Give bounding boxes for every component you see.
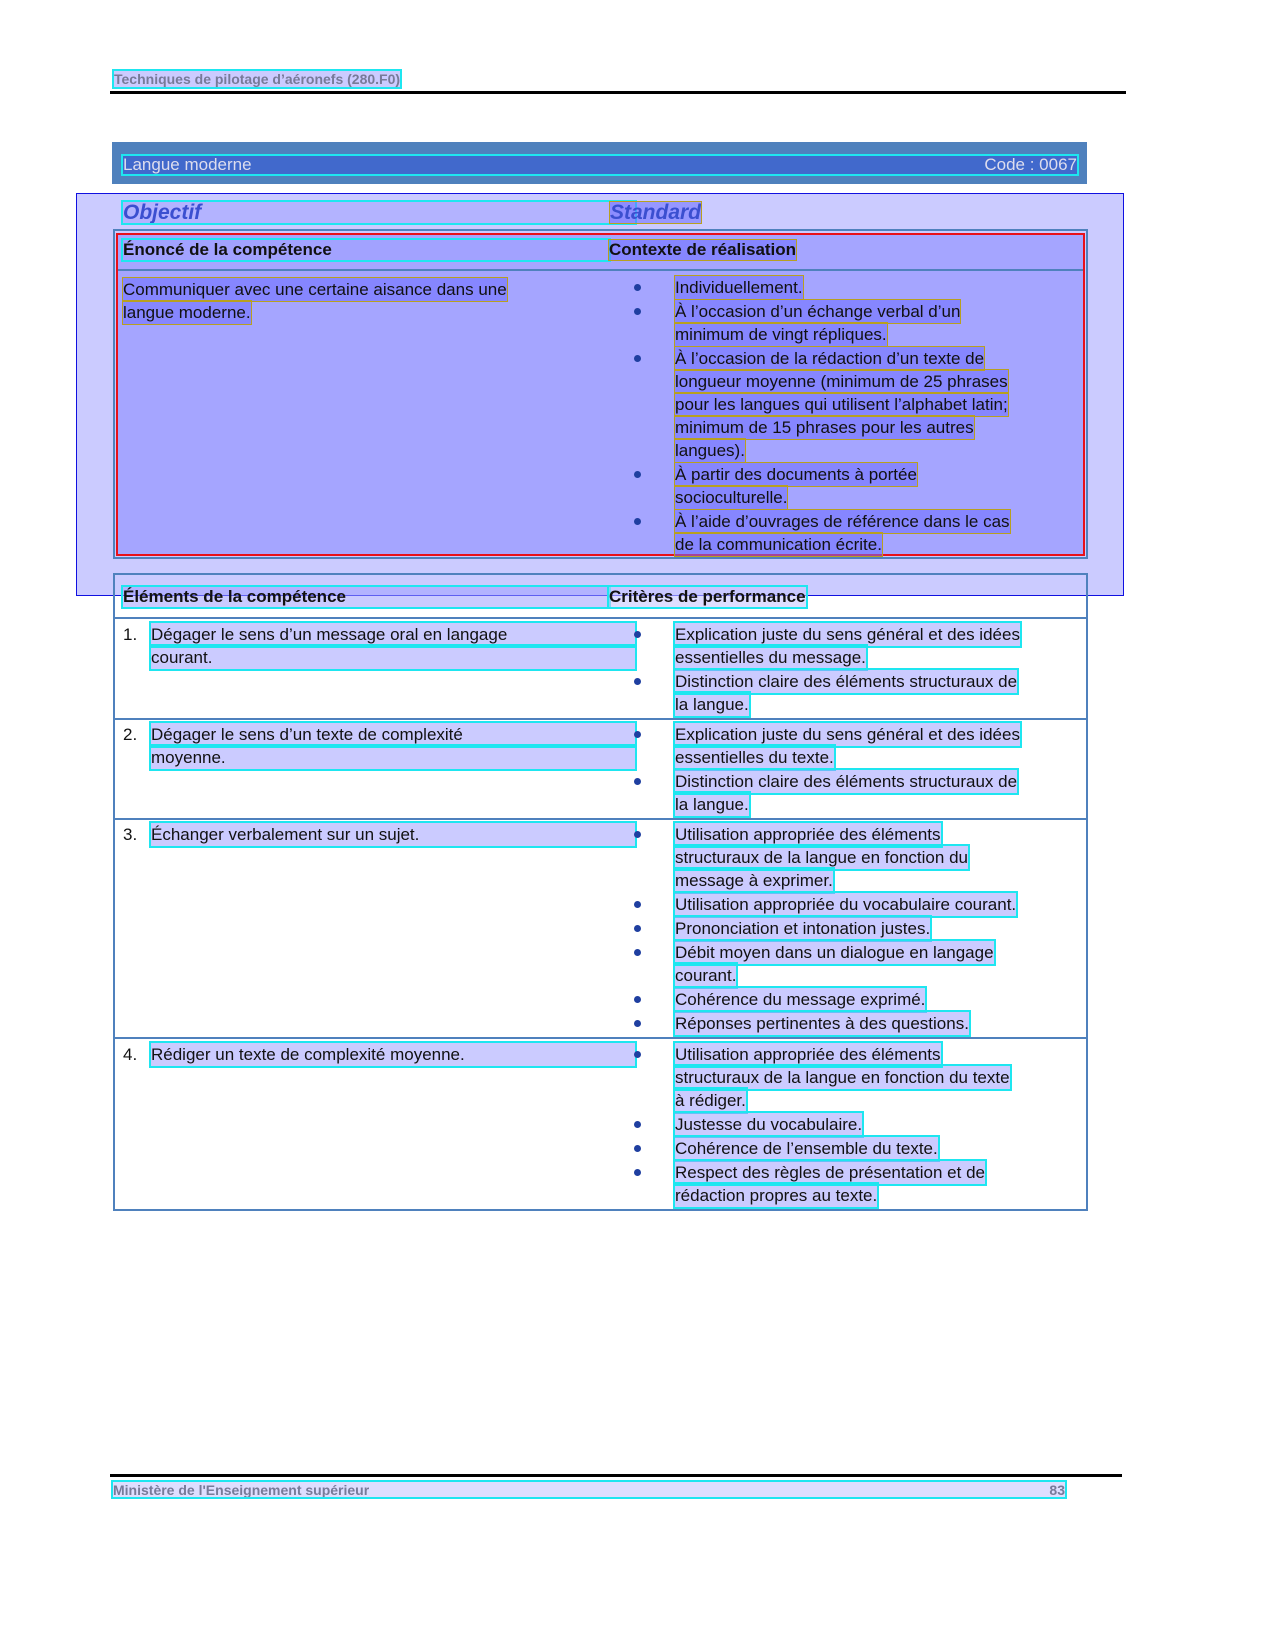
performance-criteria [634,723,1079,817]
elements-header: Éléments de la compétence [123,587,609,607]
footer-ministry: Ministère de l'Enseignement supérieur [113,1482,370,1498]
statement-line: Communiquer avec une certaine aisance dans une [123,280,507,299]
criteria-header: Critères de performance [609,587,806,606]
item-text-line: pour les langues qui utilisent l’alphabet latin; [675,395,1008,414]
competence-element [123,723,635,769]
bullet-icon [634,1020,641,1027]
list-item [634,1043,1079,1112]
bullet-icon [634,996,641,1003]
list-item [634,276,1074,299]
performance-criteria [634,1043,1079,1208]
item-text-line: la langue. [675,795,749,814]
bullet-icon [634,831,641,838]
bullet-icon [634,949,641,956]
statement-header: Énoncé de la compétence [123,240,609,260]
item-text-line: Explication juste du sens général et des idées [675,725,1020,744]
list-item [634,347,1074,462]
list-item [634,988,1079,1011]
item-text-line: Distinction claire des éléments structuraux de [675,772,1018,791]
footer-rule [110,1474,1122,1477]
item-text-line: À l’occasion d’un échange verbal d’un [675,302,961,321]
item-text-line: structuraux de la langue en fonction du [675,848,968,867]
element-number: 4. [123,1045,138,1064]
bullet-icon [634,1169,641,1176]
bullet-icon [634,678,641,685]
bullet-icon [634,901,641,908]
bullet-icon [634,1121,641,1128]
item-text-line: à rédiger. [675,1091,746,1110]
element-line: moyenne. [151,746,635,769]
performance-criteria [634,623,1079,717]
item-text-line: Explication juste du sens général et des idées [675,625,1020,644]
list-item [634,1137,1079,1160]
bullet-icon [634,284,641,291]
element-line: Rédiger un texte de complexité moyenne. [151,1043,635,1066]
list-item [634,1012,1079,1035]
item-text-line: Réponses pertinentes à des questions. [675,1014,969,1033]
item-text-line: la langue. [675,695,749,714]
list-item [634,510,1074,556]
bullet-icon [634,1051,641,1058]
item-text-line: À l’aide d’ouvrages de référence dans le cas [675,512,1010,531]
bullet-icon [634,631,641,638]
item-text-line: À l’occasion de la rédaction d’un texte de [675,349,985,368]
competence-statement [123,278,507,324]
bullet-icon [634,355,641,362]
list-item [634,1113,1079,1136]
bullet-icon [634,1145,641,1152]
competence-element [123,623,635,669]
list-item [634,723,1079,769]
item-text-line: À partir des documents à portée [675,465,917,484]
item-text-line: minimum de vingt répliques. [675,325,887,344]
standard-heading: Standard [610,201,702,224]
item-text-line: rédaction propres au texte. [675,1186,878,1205]
item-text-line: minimum de 15 phrases pour les autres [675,418,974,437]
statement-line: langue moderne. [123,303,251,322]
item-text-line: socioculturelle. [675,488,788,507]
list-item [634,670,1079,716]
list-item [634,463,1074,509]
bullet-icon [634,308,641,315]
bullet-icon [634,731,641,738]
competence-element [123,823,635,846]
item-text-line: longueur moyenne (minimum de 25 phrases [675,372,1008,391]
item-text-line: Respect des règles de présentation et de [675,1163,985,1182]
list-item [634,770,1079,816]
element-number: 1. [123,625,138,644]
course-title-bar [112,142,1087,184]
list-item [634,300,1074,346]
list-item [634,623,1079,669]
list-item [634,893,1079,916]
context-list [634,276,1074,557]
performance-criteria [634,823,1079,1036]
element-line: courant. [151,646,635,669]
bullet-icon [634,925,641,932]
element-number: 2. [123,725,138,744]
header-rule [110,91,1126,94]
element-line: Dégager le sens d’un texte de complexité [151,723,635,746]
course-code: Code : 0067 [984,155,1077,174]
bullet-icon [634,471,641,478]
item-text-line: essentielles du message. [675,648,866,667]
item-text-line: de la communication écrite. [675,535,882,554]
bullet-icon [634,778,641,785]
item-text-line: Cohérence du message exprimé. [675,990,926,1009]
context-header: Contexte de réalisation [609,240,797,259]
objective-heading: Objectif [123,202,635,223]
item-text-line: Utilisation appropriée des éléments [675,825,941,844]
item-text-line: courant. [675,966,737,985]
list-item [634,823,1079,892]
running-header: Techniques de pilotage d’aéronefs (280.F0) [114,71,401,87]
footer [113,1482,1065,1497]
list-item [634,1161,1079,1207]
element-number: 3. [123,825,138,844]
list-item [634,917,1079,940]
element-line: Dégager le sens d’un message oral en langage [151,623,635,646]
bullet-icon [634,518,641,525]
item-text-line: structuraux de la langue en fonction du texte [675,1068,1010,1087]
item-text-line: Distinction claire des éléments structuraux de [675,672,1018,691]
item-text-line: langues). [675,441,745,460]
item-text-line: Justesse du vocabulaire. [675,1115,863,1134]
item-text-line: essentielles du texte. [675,748,834,767]
course-title: Langue moderne [123,155,252,174]
list-item [634,941,1079,987]
item-text-line: Prononciation et intonation justes. [675,919,931,938]
item-text-line: Débit moyen dans un dialogue en langage [675,943,994,962]
competence-element [123,1043,635,1066]
item-text-line: Utilisation appropriée des éléments [675,1045,941,1064]
item-text-line: message à exprimer. [675,871,833,890]
item-text-line: Cohérence de l’ensemble du texte. [675,1139,938,1158]
element-line: Échanger verbalement sur un sujet. [151,823,635,846]
item-text-line: Individuellement. [675,278,803,297]
item-text-line: Utilisation appropriée du vocabulaire courant. [675,895,1017,914]
page-number: 83 [1049,1482,1065,1498]
